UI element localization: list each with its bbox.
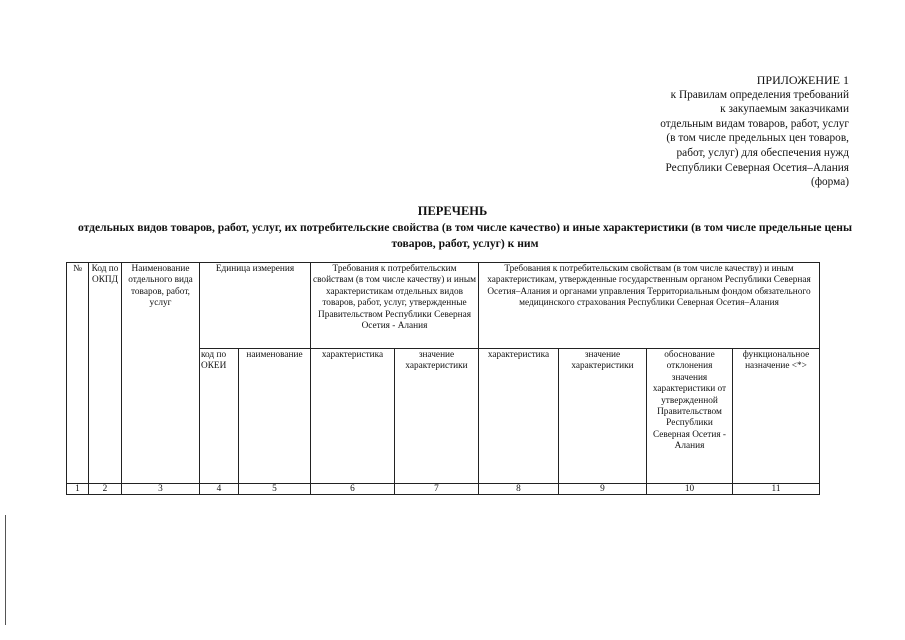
column-number: 2 (89, 484, 122, 495)
appendix-line: ПРИЛОЖЕНИЕ 1 (756, 73, 849, 87)
column-number: 9 (559, 484, 647, 495)
appendix-line: Республики Северная Осетия–Алания (665, 161, 849, 174)
document-subtitle: отдельных видов товаров, работ, услуг, их потребительские свойства (в том числе качество) и иные характеристики (в том числе предельные цены товаров, работ, услуг) к ним (77, 221, 853, 250)
column-number: 1 (67, 484, 89, 495)
appendix-block (660, 73, 849, 190)
appendix-line: к Правилам определения требований (670, 88, 849, 101)
appendix-line: отдельным видам товаров, работ, услуг (660, 117, 849, 130)
header-num: № (67, 263, 89, 484)
header-gov-requirements: Требования к потребительским свойствам (в том числе качеству) и иным характеристикам отдельных видов товаров, работ, услуг, утвержденные Правительством Республики Северная Осетия - Алания (311, 263, 479, 349)
column-number: 8 (479, 484, 559, 495)
column-number-row (67, 484, 820, 495)
appendix-line: (форма) (810, 176, 849, 189)
header-gov-value: значение характеристики (395, 349, 479, 484)
header-row-1 (67, 263, 820, 349)
column-number: 3 (122, 484, 200, 495)
header-okpd: Код по ОКПД (89, 263, 122, 484)
document-title: ПЕРЕЧЕНЬ (417, 204, 488, 218)
header-org-characteristic: характеристика (479, 349, 559, 484)
header-unit: Единица измерения (200, 263, 311, 349)
requirements-table (66, 262, 820, 495)
column-number: 5 (239, 484, 311, 495)
header-okei: код по ОКЕИ (200, 349, 239, 484)
column-number: 11 (733, 484, 820, 495)
header-purpose: функциональное назначение <*> (733, 349, 820, 484)
column-number: 7 (395, 484, 479, 495)
appendix-line: к закупаемым заказчиками (720, 103, 849, 116)
header-unit-name: наименование (239, 349, 311, 484)
header-item-name: Наименование отдельного вида товаров, работ, услуг (122, 263, 200, 484)
column-number: 10 (647, 484, 733, 495)
column-number: 4 (200, 484, 239, 495)
appendix-line: работ, услуг) для обеспечения нужд (676, 146, 849, 159)
column-number: 6 (311, 484, 395, 495)
header-org-requirements: Требования к потребительским свойствам (в том числе качеству) и иным характеристикам, утвержденные государственным органом Республики Северная Осетия–Алания и органами управления Территориальным фондом обязательного медицинского страхования Республики Северная Осетия–Алания (479, 263, 820, 349)
header-gov-characteristic: характеристика (311, 349, 395, 484)
scan-edge-line (5, 515, 6, 625)
header-justification: обоснование отклонения значения характеристики от утвержденной Правительством Республики Северная Осетия - Алания (647, 349, 733, 484)
header-org-value: значение характеристики (559, 349, 647, 484)
appendix-line: (в том числе предельных цен товаров, (666, 132, 849, 145)
